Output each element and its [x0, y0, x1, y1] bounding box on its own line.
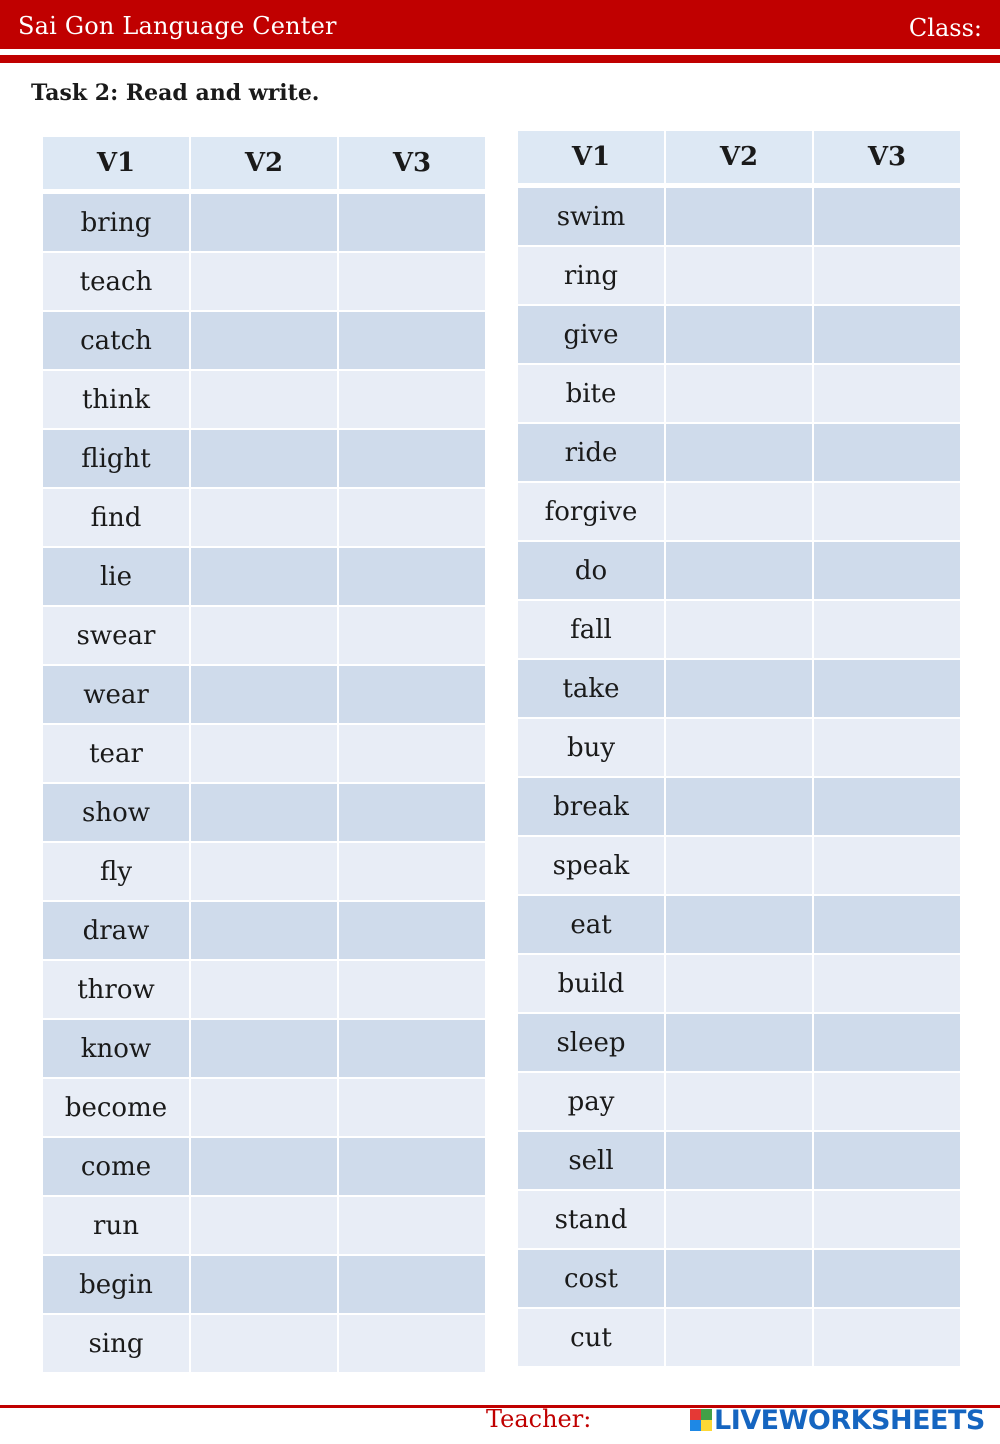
verb-v1-cell: cost: [518, 1250, 664, 1307]
verb-v1-cell: ride: [518, 424, 664, 481]
verb-v1-cell: cut: [518, 1309, 664, 1366]
answer-v3-cell[interactable]: [814, 1014, 960, 1071]
answer-v2-cell[interactable]: [191, 725, 337, 782]
answer-v3-cell[interactable]: [814, 1132, 960, 1189]
column-header-v3: V3: [339, 137, 485, 189]
answer-v2-cell[interactable]: [666, 601, 812, 658]
answer-v2-cell[interactable]: [191, 1197, 337, 1254]
answer-v2-cell[interactable]: [191, 666, 337, 723]
answer-v2-cell[interactable]: [666, 660, 812, 717]
task-title: Task 2: Read and write.: [31, 80, 320, 106]
verb-v1-cell: think: [43, 371, 189, 428]
answer-v3-cell[interactable]: [339, 784, 485, 841]
liveworksheets-logo-icon: [690, 1409, 712, 1431]
answer-v3-cell[interactable]: [814, 660, 960, 717]
center-name: Sai Gon Language Center: [18, 12, 337, 40]
class-label: Class:: [908, 14, 982, 42]
verb-v1-cell: teach: [43, 253, 189, 310]
answer-v2-cell[interactable]: [191, 961, 337, 1018]
answer-v2-cell[interactable]: [666, 365, 812, 422]
verb-v1-cell: bite: [518, 365, 664, 422]
answer-v2-cell[interactable]: [191, 430, 337, 487]
answer-v2-cell[interactable]: [666, 1132, 812, 1189]
verb-v1-cell: show: [43, 784, 189, 841]
answer-v3-cell[interactable]: [339, 489, 485, 546]
answer-v3-cell[interactable]: [339, 253, 485, 310]
answer-v2-cell[interactable]: [666, 542, 812, 599]
answer-v2-cell[interactable]: [666, 1073, 812, 1130]
verb-v1-cell: throw: [43, 961, 189, 1018]
answer-v3-cell[interactable]: [814, 601, 960, 658]
answer-v3-cell[interactable]: [814, 955, 960, 1012]
answer-v3-cell[interactable]: [339, 1256, 485, 1313]
answer-v2-cell[interactable]: [666, 1309, 812, 1366]
verb-v1-cell: find: [43, 489, 189, 546]
answer-v2-cell[interactable]: [666, 247, 812, 304]
answer-v2-cell[interactable]: [666, 424, 812, 481]
verb-v1-cell: forgive: [518, 483, 664, 540]
answer-v2-cell[interactable]: [666, 1191, 812, 1248]
verb-v1-cell: flight: [43, 430, 189, 487]
answer-v2-cell[interactable]: [191, 1315, 337, 1372]
verb-v1-cell: sleep: [518, 1014, 664, 1071]
answer-v2-cell[interactable]: [666, 306, 812, 363]
answer-v3-cell[interactable]: [339, 1020, 485, 1077]
answer-v2-cell[interactable]: [191, 371, 337, 428]
verb-v1-cell: swim: [518, 188, 664, 245]
answer-v3-cell[interactable]: [339, 666, 485, 723]
answer-v2-cell[interactable]: [666, 188, 812, 245]
answer-v2-cell[interactable]: [666, 896, 812, 953]
verb-v1-cell: give: [518, 306, 664, 363]
answer-v2-cell[interactable]: [191, 194, 337, 251]
answer-v3-cell[interactable]: [339, 548, 485, 605]
verb-v1-cell: take: [518, 660, 664, 717]
verb-v1-cell: catch: [43, 312, 189, 369]
column-header-v2: V2: [666, 131, 812, 183]
answer-v3-cell[interactable]: [814, 837, 960, 894]
verb-v1-cell: become: [43, 1079, 189, 1136]
verb-v1-cell: sing: [43, 1315, 189, 1372]
answer-v3-cell[interactable]: [814, 1309, 960, 1366]
answer-v3-cell[interactable]: [814, 1191, 960, 1248]
answer-v2-cell[interactable]: [191, 1256, 337, 1313]
verb-v1-cell: run: [43, 1197, 189, 1254]
verb-v1-cell: come: [43, 1138, 189, 1195]
answer-v2-cell[interactable]: [191, 1020, 337, 1077]
answer-v3-cell[interactable]: [814, 306, 960, 363]
answer-v2-cell[interactable]: [191, 607, 337, 664]
verb-v1-cell: buy: [518, 719, 664, 776]
column-header-v2: V2: [191, 137, 337, 189]
verb-table-left: [43, 137, 485, 1372]
answer-v3-cell[interactable]: [339, 1138, 485, 1195]
header-divider: [0, 55, 1000, 63]
answer-v3-cell[interactable]: [339, 961, 485, 1018]
answer-v2-cell[interactable]: [191, 312, 337, 369]
answer-v2-cell[interactable]: [666, 483, 812, 540]
verb-v1-cell: fall: [518, 601, 664, 658]
answer-v2-cell[interactable]: [191, 253, 337, 310]
answer-v3-cell[interactable]: [339, 1079, 485, 1136]
answer-v3-cell[interactable]: [339, 1315, 485, 1372]
verb-v1-cell: swear: [43, 607, 189, 664]
verb-v1-cell: fly: [43, 843, 189, 900]
verb-v1-cell: draw: [43, 902, 189, 959]
answer-v2-cell[interactable]: [191, 548, 337, 605]
answer-v3-cell[interactable]: [339, 312, 485, 369]
liveworksheets-logo: [690, 1405, 985, 1435]
verb-v1-cell: tear: [43, 725, 189, 782]
answer-v3-cell[interactable]: [814, 719, 960, 776]
answer-v2-cell[interactable]: [191, 902, 337, 959]
answer-v3-cell[interactable]: [339, 1197, 485, 1254]
answer-v2-cell[interactable]: [191, 784, 337, 841]
answer-v3-cell[interactable]: [339, 843, 485, 900]
answer-v3-cell[interactable]: [814, 1073, 960, 1130]
answer-v3-cell[interactable]: [339, 607, 485, 664]
answer-v3-cell[interactable]: [814, 188, 960, 245]
verb-v1-cell: eat: [518, 896, 664, 953]
answer-v3-cell[interactable]: [814, 896, 960, 953]
column-header-v1: V1: [43, 137, 189, 189]
verb-v1-cell: speak: [518, 837, 664, 894]
answer-v3-cell[interactable]: [814, 483, 960, 540]
verb-v1-cell: sell: [518, 1132, 664, 1189]
answer-v2-cell[interactable]: [666, 955, 812, 1012]
answer-v2-cell[interactable]: [666, 1014, 812, 1071]
verb-v1-cell: begin: [43, 1256, 189, 1313]
answer-v3-cell[interactable]: [339, 194, 485, 251]
logo-text: LIVEWORKSHEETS: [714, 1404, 985, 1436]
answer-v2-cell[interactable]: [666, 1250, 812, 1307]
answer-v3-cell[interactable]: [814, 542, 960, 599]
answer-v2-cell[interactable]: [666, 837, 812, 894]
verb-v1-cell: wear: [43, 666, 189, 723]
verb-v1-cell: build: [518, 955, 664, 1012]
answer-v3-cell[interactable]: [814, 778, 960, 835]
header-bar: [0, 0, 1000, 49]
answer-v2-cell[interactable]: [191, 489, 337, 546]
verb-v1-cell: break: [518, 778, 664, 835]
answer-v3-cell[interactable]: [339, 430, 485, 487]
answer-v3-cell[interactable]: [339, 725, 485, 782]
answer-v3-cell[interactable]: [814, 1250, 960, 1307]
teacher-label: Teacher:: [486, 1405, 592, 1433]
column-header-v3: V3: [814, 131, 960, 183]
answer-v2-cell[interactable]: [191, 1079, 337, 1136]
verb-v1-cell: ring: [518, 247, 664, 304]
answer-v3-cell[interactable]: [339, 371, 485, 428]
answer-v3-cell[interactable]: [814, 247, 960, 304]
verb-v1-cell: stand: [518, 1191, 664, 1248]
column-header-v1: V1: [518, 131, 664, 183]
verb-v1-cell: know: [43, 1020, 189, 1077]
verb-v1-cell: bring: [43, 194, 189, 251]
verb-table-right: [518, 131, 960, 1366]
verb-v1-cell: do: [518, 542, 664, 599]
answer-v2-cell[interactable]: [191, 1138, 337, 1195]
answer-v2-cell[interactable]: [191, 843, 337, 900]
answer-v3-cell[interactable]: [814, 424, 960, 481]
verb-v1-cell: pay: [518, 1073, 664, 1130]
answer-v2-cell[interactable]: [666, 778, 812, 835]
answer-v3-cell[interactable]: [339, 902, 485, 959]
answer-v3-cell[interactable]: [814, 365, 960, 422]
answer-v2-cell[interactable]: [666, 719, 812, 776]
verb-v1-cell: lie: [43, 548, 189, 605]
